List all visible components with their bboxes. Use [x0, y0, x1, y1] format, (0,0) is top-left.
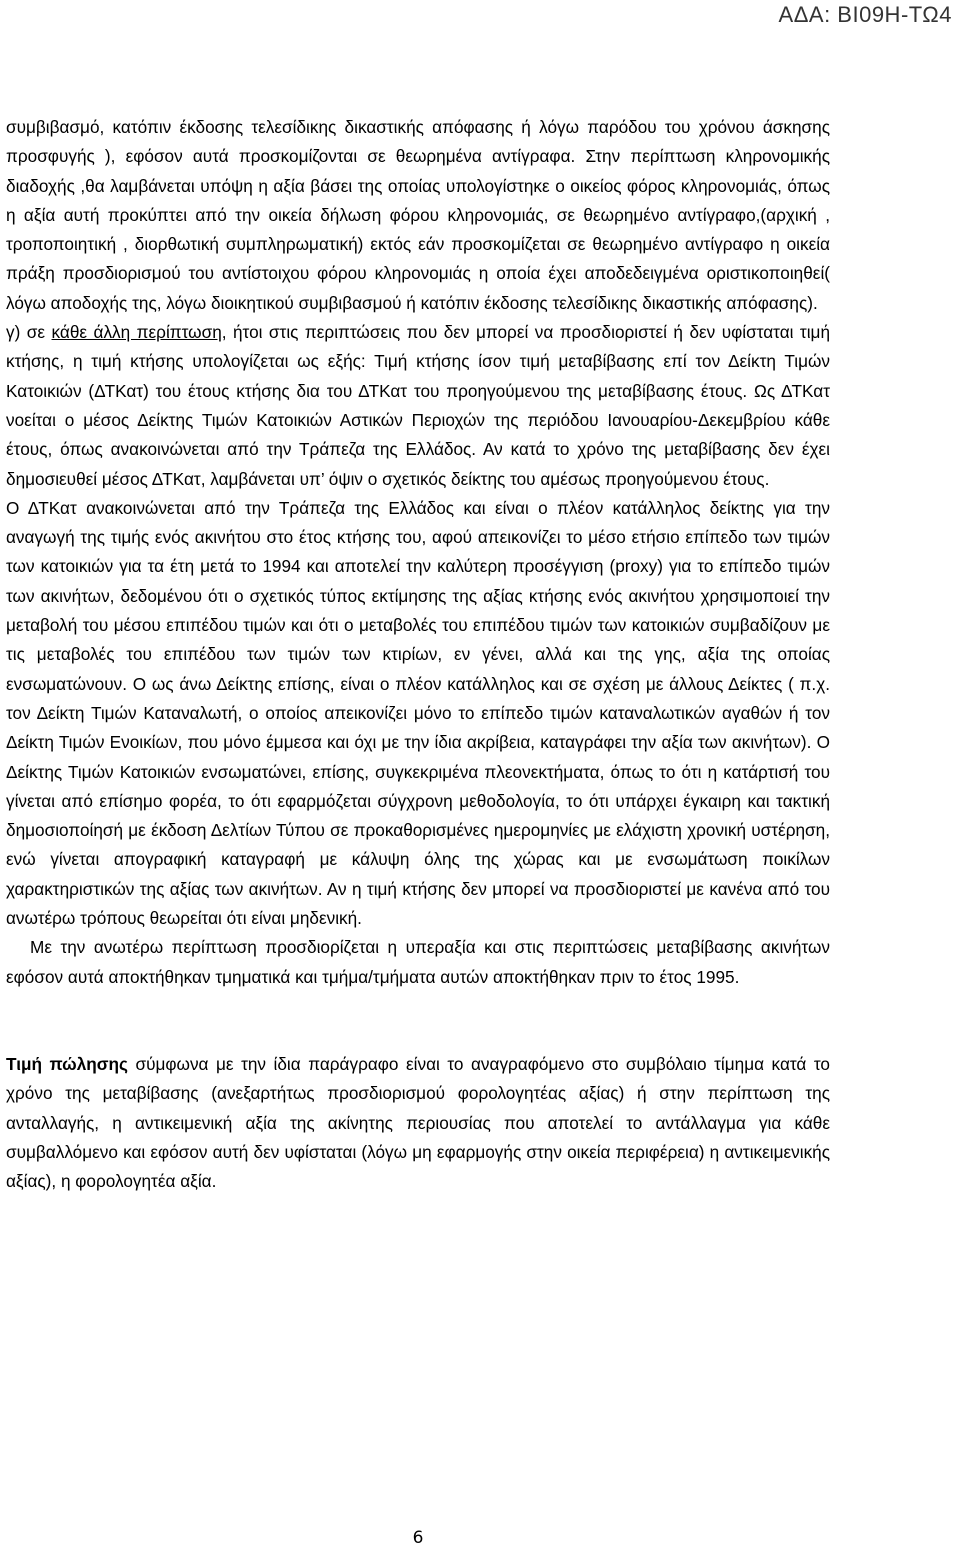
sale-price-text: σύμφωνα με την ίδια παράγραφο είναι το αναγραφόμενο στο συμβόλαιο τίμημα κατά το χρόνο της μεταβίβασης (ανεξαρτήτως προσδιορισμού φορολογητέας αξίας) ή στην περίπτωση της ανταλλαγής, η αντικειμενική αξία της ακίνητης περιουσίας που αποτελεί το αντάλλαγμα για κάθε συμβαλλόμενο και εφόσον αυτή δεν υφίσταται (λόγω μη εφαρμογής στην οικεία περιφέρεια) η αντικειμενικής αξίας), η φορολογητέα αξία. — [6, 1053, 830, 1192]
document-body — [6, 113, 830, 1196]
paragraph-index-explanation: Ο ΔΤΚατ ανακοινώνεται από την Τράπεζα της Ελλάδος και είναι ο πλέον κατάλληλος δείκτης για την αναγωγή της τιμής ενός ακινήτου στο έτος κτήσης του, αφού απεικονίζει το μέσο ετήσιο επίπεδο των τιμών των κατοικιών για τα έτη μετά το 1994 και αποτελεί την καλύτερη προσέγγιση (proxy) για το επίπεδο τιμών των ακινήτων, δεδομένου ότι ο σχετικός τύπος εκτίμησης της αξίας κτήσης ενός ακινήτου χρησιμοποιεί την μεταβολή του μέσου επιπέδου τιμών και ότι ο μεταβολές του επιπέδου τιμών των κατοικιών συμβαδίζουν με τις μεταβολές του επιπέδου των τιμών των κτιρίων, εν γένει, αλλά και της γης, αξία της οποίας ενσωματώνουν. Ο ως άνω Δείκτης επίσης, είναι ο πλέον κατάλληλος και σε σχέση με άλλους Δείκτες ( π.χ. τον Δείκτη Τιμών Καταναλωτή, ο οποίος απεικονίζει μόνο το επίπεδο τιμών καταναλωτικών αγαθών ή τον Δείκτη Τιμών Ενοικίων, που μόνο έμμεσα και όχι με την ίδια ακρίβεια, καταγράφει την αξία των ακινήτων). Ο Δείκτης Τιμών Κατοικιών ενσωματώνει, επίσης, συγκεκριμένα πλεονεκτήματα, όπως το ότι η κατάρτισή του γίνεται από επίσημο φορέα, το ότι εφαρμόζεται σύγχρονη μεθοδολογία, το ότι υπάρχει έγκαιρη και τακτική δημοσιοποίησή με έκδοση Δελτίων Τύπου σε προκαθορισμένες ημερομηνίες με ελάχιστη χρονική υστέρηση, ενώ γίνεται απογραφική καταγραφή με κάλυψη όλης της χώρας και με ενσωμάτωση ποικίλων χαρακτηριστικών της αξίας των ακινήτων. Αν η τιμή κτήσης δεν μπορεί να προσδιοριστεί με κανένα από του ανωτέρω τρόπους θεωρείται ότι είναι μηδενική. — [6, 497, 830, 929]
paragraph-acquisition-value: συμβιβασμό, κατόπιν έκδοσης τελεσίδικης δικαστικής απόφασης ή λόγω παρόδου του χρόνου άσκησης προσφυγής ), εφόσον αυτά προσκομίζονται σε θεωρημένα αντίγραφα. Στην περίπτωση κληρονομικής διαδοχής ,θα λαμβάνεται υπόψη η αξία βάσει της οποίας υπολογίστηκε ο οικείος φόρος κληρονομιάς, όπως η αξία αυτή προκύπτει από την οικεία δήλωση φόρου κληρονομιάς, σε θεωρημένο αντίγραφο,(αρχική , τροποποιητική , διορθωτική συμπληρωματική) εκτός εάν προσκομίζεται σε θεωρημένο αντίγραφο η οικεία πράξη προσδιορισμού του αντίστοιχου φόρου κληρονομιάς η οποία έχει αποδεδειγμένα οριστικοποιηθεί( λόγω αποδοχής της, λόγω διοικητικού συμβιβασμού ή κατόπιν έκδοσης τελεσίδικης δικαστικής απόφασης). — [6, 117, 830, 313]
paragraph-other-cases-text: , ήτοι στις περιπτώσεις που δεν μπορεί να προσδιοριστεί ή δεν υφίσταται τιμή κτήσης, η τιμή κτήσης υπολογίζεται ως εξής: Τιμή κτήσης ίσον τιμή μεταβίβασης επί τον Δείκτη Τιμών Κατοικιών (ΔΤΚατ) του έτους κτήσης δια του ΔΤΚατ του προηγούμενου της μεταβίβασης έτους. Ως ΔΤΚατ νοείται ο μέσος Δείκτης Τιμών Κατοικιών Αστικών Περιοχών της περιόδου Ιανουαρίου-Δεκεμβρίου κάθε έτους, όπως ανακοινώνεται από την Τράπεζα της Ελλάδος. Αν κατά το χρόνο της μεταβίβασης δεν έχει δημοσιευθεί μέσος ΔΤΚατ, λαμβάνεται υπ’ όψιν ο σχετικός δείκτης του αμέσως προηγούμενου έτους. — [6, 322, 831, 489]
paragraph-partial-acquisition: Με την ανωτέρω περίπτωση προσδιορίζεται η υπεραξία και στις περιπτώσεις μεταβίβασης ακινήτων εφόσον αυτά αποκτήθηκαν τμηματικά και τμήμα/τμήματα αυτών αποκτήθηκαν πριν το έτος 1995. — [6, 937, 830, 987]
paragraph-other-cases-underlined: κάθε άλλη περίπτωση — [51, 322, 222, 343]
paragraph-other-cases — [6, 318, 830, 494]
page-number: 6 — [412, 1528, 424, 1548]
paragraph-sale-price — [6, 1050, 830, 1196]
document-code: ΑΔΑ: ΒΙ09Η-ΤΩ4 — [778, 2, 952, 27]
paragraph-other-cases-prefix: γ) σε — [6, 322, 52, 343]
sale-price-term: Τιμή πώλησης — [6, 1053, 128, 1074]
paragraph-spacer — [6, 992, 830, 1050]
